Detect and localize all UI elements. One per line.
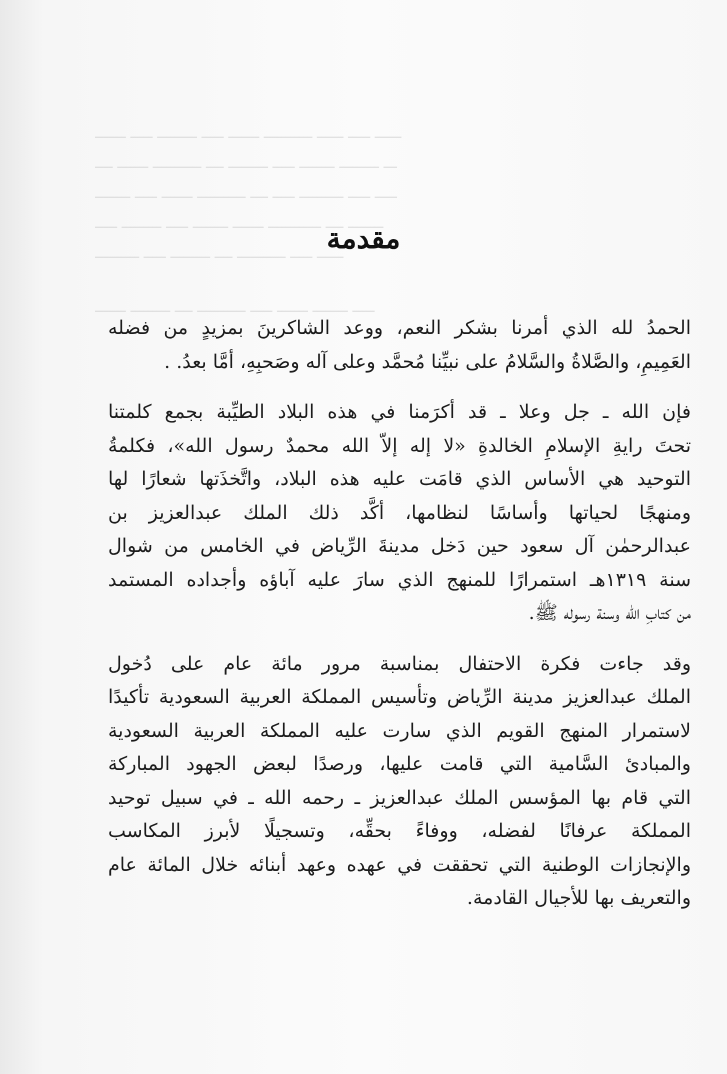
text-line: فإن الله ـ جل وعلا ـ قد أكرَمنا في هذه البلاد الطيِّبة بجمع كلمتنا bbox=[108, 401, 691, 423]
text-line: التوحيد هي الأساس الذي قامَت عليه هذه البلاد، واتَّخذَتها شعارًا لها bbox=[108, 468, 691, 490]
text-line: تحتَ رايةِ الإسلامِ الخالدةِ «لا إله إلاّ الله محمدٌ رسول الله»، فكلمةُ bbox=[108, 434, 691, 457]
bleed-through-text: ــــ ـــــــ ـــــــــــ ــــ ـــــــــ ـــــ ــــــــ ـــــــــ ـــ bbox=[95, 154, 397, 172]
text-line: وقد جاءت فكرة الاحتفال بمناسبة مرور مائة عام على دُخول bbox=[108, 652, 691, 675]
paragraph-1 bbox=[108, 312, 691, 379]
text-line: المملكة عرفانًا لفضله، ووفاءً بحقِّه، وتسجيلًا لأبرز المكاسب bbox=[108, 820, 691, 842]
text-line: لاستمرار المنهج القويم الذي سارت عليه المملكة العربية السعودية bbox=[108, 719, 691, 742]
text-line: الملك عبدالعزيز مدينة الرِّياض وتأسيس المملكة العربية السعودية تأكيدًا bbox=[108, 686, 691, 708]
text-line: التي قام بها المؤسس الملك عبدالعزيز ـ رحمه الله ـ في سبيل توحيد bbox=[108, 786, 691, 809]
text-line: والإنجازات الوطنية التي تحققت في عهده وعهد أبنائه خلال المائة عام bbox=[108, 853, 691, 876]
body-text bbox=[108, 312, 691, 933]
text-line: سنة ١٣١٩هـ استمرارًا للمنهج الذي سارَ عليه آباؤه وأجداده المستمد bbox=[108, 568, 691, 591]
page-title: مقدمة bbox=[326, 222, 401, 255]
text-line: الحمدُ لله الذي أمرنا بشكر النعم، ووعد الشاكرينَ بمزيدٍ من فضله bbox=[108, 317, 691, 339]
paragraph-2 bbox=[108, 396, 691, 631]
bleed-through-text: ــــــــــ ـــــ ـــــــــ ــــ ـــــــــــ ـــــ ــــــ bbox=[95, 244, 344, 262]
bleed-through-text: ــــــــ ـــــ ـــــــ ـــــــــــ ــــ ـــــ ــــــــــ ـــــ ـــــ bbox=[95, 184, 397, 202]
text-line: والتعريف بها للأجيال القادمة. bbox=[466, 887, 691, 909]
text-line: العَمِيمِ، والصَّلاةُ والسَّلامُ على نبيِّنا مُحمَّد وعلى آله وصَحبِهِ، أمَّا بعدُ. . bbox=[164, 350, 691, 373]
bleed-through-text: ـــــــ ـــــ ـــــــــ ـــــ ـــــــ ـــــــــــ ــــــ ـــــ ــــــ bbox=[95, 124, 402, 142]
bleed-through-text: ـــــ ـــــــــ ـــــ ــــــــ ـــــــ ــــــــــــ ــــ ــــــــ bbox=[95, 214, 384, 232]
paragraph-3 bbox=[108, 648, 691, 916]
text-line: عبدالرحمٰن آل سعود حين دَخل مدينةَ الرِّياض في الخامس من شوال bbox=[108, 535, 691, 557]
text-line: والمبادئ السَّامية التي قامت عليها، ورصدًا لبعض الجهود المباركة bbox=[108, 753, 691, 775]
bleed-through-text: ـــــــ ـــــــــ ــــ ـــــــــــ ـــــ ـــــــ ــــــــ ـــــ bbox=[95, 298, 375, 316]
text-line: من كتابِ الله وسنة رسوله ﷺ. bbox=[528, 602, 691, 624]
text-line: ومنهجًا لحياتها وأساسًا لنظامها، أكَّد ذلك الملك عبدالعزيز بن bbox=[108, 501, 691, 524]
